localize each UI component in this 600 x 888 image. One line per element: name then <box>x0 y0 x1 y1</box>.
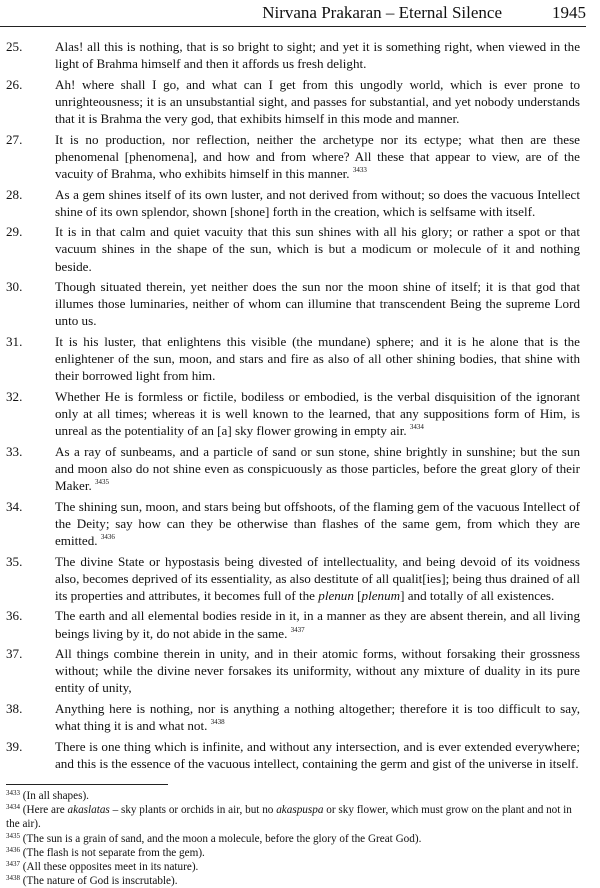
verse-number: 28. <box>6 186 23 202</box>
verse-text <box>55 334 580 383</box>
verse-number: 34. <box>6 498 23 514</box>
verse-number: 35. <box>6 553 23 569</box>
footnote <box>6 832 580 846</box>
verse-text <box>55 187 580 219</box>
footnote-text <box>23 875 178 887</box>
verse-number: 38. <box>6 701 23 717</box>
footnote-ref: 3433 <box>352 165 367 174</box>
footnote-number: 3438 <box>6 874 20 883</box>
verse-text <box>55 499 580 548</box>
header-title: Nirvana Prakaran – Eternal Silence <box>262 3 502 22</box>
text-run: All things combine therein in unity, and in their atomic forms, without forsaking their grossness without; while the divine never forsakes its uniformity, without any mixture of duality in its pure entity of unity, <box>55 646 580 696</box>
footnote-number: 3435 <box>6 831 20 840</box>
text-run: It is his luster, that enlightens this visible (the mundane) sphere; and it is he alone that is the enlightener of the sun, moon, and stars and fire as also of all other shining bodies, that shine with their borrowed light from him. <box>55 334 580 384</box>
text-run: As a ray of sunbeams, and a particle of sand or sun stone, shine brightly in sunshine; but the sun and moon also do not shine even as conspicuously as those particles, before the great glory of their Maker. <box>55 443 580 493</box>
text-run: It is no production, nor reflection, neither the archetype nor its ectype; what then are these phenomenal [phenomena], and how and from where? All these that appear to view, are of the vacuity of Brahma, who exhibits himself in this manner. <box>55 131 580 181</box>
verse-text <box>55 389 580 438</box>
verse <box>6 76 580 127</box>
verse-number: 25. <box>6 39 23 54</box>
italic-term: plenun <box>318 587 354 603</box>
verse-text <box>55 132 580 181</box>
verse-text <box>55 701 580 733</box>
verse-number: 37. <box>6 646 23 662</box>
verse-number: 27. <box>6 131 23 147</box>
text-run: (The sun is a grain of sand, and the moon a molecule, before the glory of the Great God). <box>22 832 422 845</box>
text-run: (The nature of God is inscrutable). <box>22 875 178 888</box>
footnote-text <box>23 861 199 873</box>
verse-text <box>55 39 580 71</box>
verse-number: 39. <box>6 738 23 754</box>
verse-number: 30. <box>6 279 23 295</box>
verse-number: 33. <box>6 443 23 459</box>
text-run: ] and totally of all existences. <box>400 587 555 603</box>
italic-term: plenum <box>361 587 401 603</box>
verse-text <box>55 224 580 273</box>
footnote-number: 3436 <box>6 845 20 854</box>
footnote-number: 3437 <box>6 860 20 869</box>
text-run: Whether He is formless or fictile, bodiless or embodied, is the verbal disquisition of the ignorant only at all times; whereas it is well known to the learned, that any suppositions form of Him, is unreal as the potentiality of an [a] sky flower growing in empty air. <box>55 388 580 439</box>
text-run: (In all shapes). <box>22 790 89 802</box>
footnote-number: 3434 <box>6 803 20 812</box>
footnote-number: 3433 <box>6 789 20 797</box>
verse-number: 36. <box>6 608 23 624</box>
footnote-text <box>23 790 89 802</box>
footnote-ref: 3438 <box>210 718 225 727</box>
verse-number: 29. <box>6 224 23 240</box>
text-run: (All these opposites meet in its nature). <box>22 861 199 874</box>
verse <box>6 131 580 182</box>
verse <box>6 388 580 439</box>
page-number: 1945 <box>552 3 586 22</box>
italic-term: akaslatas <box>67 804 110 817</box>
verse-text <box>55 77 580 126</box>
verse <box>6 223 580 274</box>
verse <box>6 333 580 384</box>
footnote-ref: 3436 <box>100 532 115 541</box>
verse <box>6 645 580 696</box>
footnote <box>6 789 580 803</box>
running-header <box>0 0 586 27</box>
verse-text <box>55 739 580 771</box>
text-run: or sky flower, which must grow on the plant and not in the air). <box>6 804 572 831</box>
footnote-ref: 3437 <box>290 625 305 634</box>
verse <box>6 738 580 772</box>
footnote-text <box>23 833 422 845</box>
verse-text <box>55 554 580 603</box>
text-run: (The flash is not separate from the gem). <box>22 846 205 859</box>
footnote-text <box>6 804 572 830</box>
text-run: Ah! where shall I go, and what can I get from this ungodly world, which is ever prone to unrighteousness; it is an unsubstantial sight, and passes for substantial, and yet nobody understands that it is Brahma the very god, that exhibits himself in this mode and manner. <box>55 76 580 126</box>
text-run: It is in that calm and quiet vacuity that this sun shines with all his glory; or rather a spot or that vacuum shines in the shape of the sun, which is but a modicum or molecule of it and nothing beside. <box>55 224 580 274</box>
verse <box>6 553 580 604</box>
text-run: The shining sun, moon, and stars being but offshoots, of the flaming gem of the vacuous Intellect of the Deity; say how can they be otherwise than flashes of the same gem, from which they are emitted. <box>55 498 580 548</box>
verse-number: 32. <box>6 388 23 404</box>
verse-number: 26. <box>6 76 23 92</box>
text-run: Though situated therein, yet neither does the sun nor the moon shine of itself; it is that god that illumes those luminaries, neither of whom can illumine that transcendent Being the supreme Lord unto us. <box>55 279 580 329</box>
footnote-ref: 3435 <box>95 478 109 486</box>
verse-text <box>55 444 580 493</box>
footnote <box>6 803 580 831</box>
text-run: (Here are <box>22 804 68 817</box>
text-run: – sky plants or orchids in air, but no <box>109 804 277 817</box>
text-run: Alas! all this is nothing, that is so bright to sight; and yet it is something right, when viewed in the light of Brahma himself and then it affords us fresh delight. <box>55 39 580 72</box>
verse <box>6 607 580 641</box>
verse-text <box>55 646 580 695</box>
footnote-text <box>23 847 205 859</box>
verse-text <box>55 279 580 328</box>
text-run: [ <box>353 587 362 603</box>
verse <box>6 38 580 72</box>
verse <box>6 278 580 329</box>
text-run: Anything here is nothing, nor is anything a nothing altogether; therefore it is too difficult to say, what thing it is and what not. <box>55 701 580 734</box>
verse <box>6 498 580 549</box>
verse <box>6 443 580 494</box>
text-run: There is one thing which is infinite, and without any intersection, and is ever extended everywhere; and this is the essence of the vacuous intellect, containing the germ and gist of the universe in itself. <box>55 738 580 771</box>
footnote <box>6 846 580 860</box>
text-run: The earth and all elemental bodies reside in it, in a manner as they are absent therein, and all living beings living by it, do not abide in the same. <box>55 608 580 641</box>
footnote-list <box>6 789 580 888</box>
verse <box>6 700 580 734</box>
footnote-rule <box>6 784 168 785</box>
footnote <box>6 860 580 874</box>
text-run: As a gem shines itself of its own luster, and not derived from without; so does the vacuous Intellect shine of its own splendor, shown [shone] forth in the creation, which is selfsame with itself. <box>55 186 580 219</box>
footnote-ref: 3434 <box>409 423 424 432</box>
footnote <box>6 874 580 888</box>
italic-term: akaspuspa <box>276 804 324 817</box>
verse <box>6 186 580 220</box>
verse-number: 31. <box>6 334 23 350</box>
verse-text <box>55 608 580 640</box>
text-run: The divine State or hypostasis being divested of intellectuality, and being devoid of its voidness also, becomes deprived of its essentiality, as also destitute of all qualit[ies]; being thus drained of all its properties and attributes, it becomes full of the <box>55 553 580 603</box>
verse-list <box>6 38 580 776</box>
